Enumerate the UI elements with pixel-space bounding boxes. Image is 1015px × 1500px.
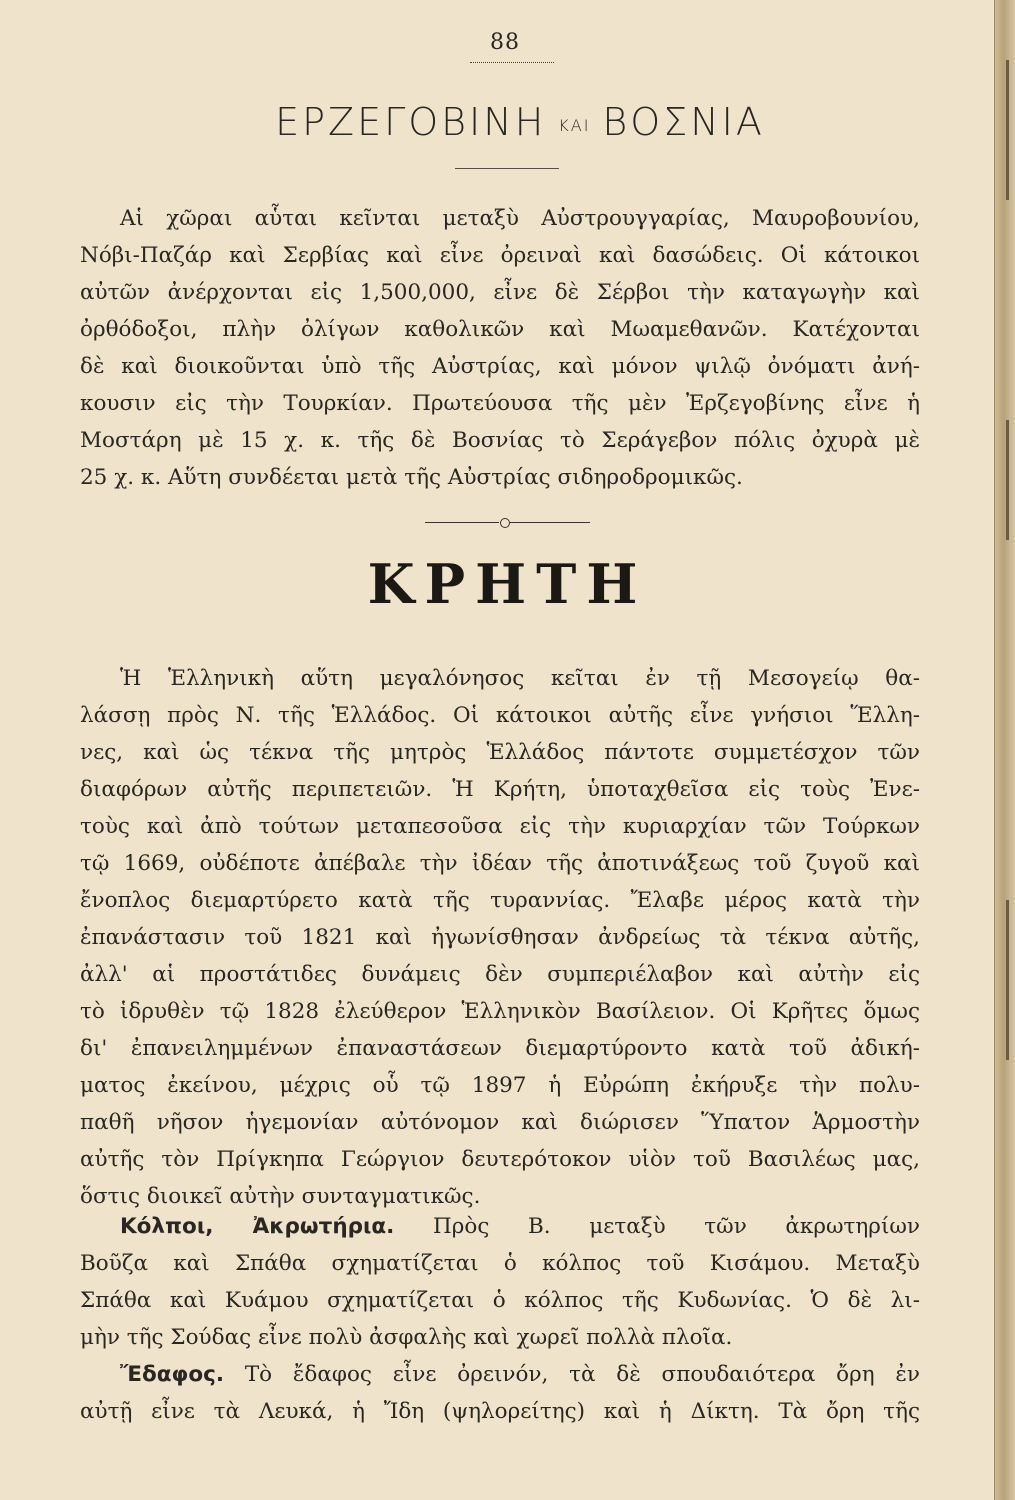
text-line: Ἡ Ἑλληνικὴ αὕτη μεγαλόνησος κεῖται ἐν τῇ Μεσογείῳ θα- xyxy=(120,666,920,691)
text-line: διαφόρων αὐτῆς περιπετειῶν. Ἡ Κρήτη, ὑποταχθεῖσα εἰς τοὺς Ἐνε- xyxy=(80,777,920,802)
page-number-underline xyxy=(470,62,554,63)
ornament-left-bar xyxy=(425,522,499,523)
text-line: δὲ καὶ διοικοῦνται ὑπὸ τῆς Αὐστρίας, καὶ μόνον ψιλῷ ὀνόματι ἀνή- xyxy=(80,354,920,379)
text-line: τῷ 1669, οὐδέποτε ἀπέβαλε τὴν ἰδέαν τῆς ἀποτινάξεως τοῦ ζυγοῦ καὶ xyxy=(80,851,920,876)
paragraph-crete xyxy=(80,660,920,1215)
text-line: τοὺς καὶ ἀπὸ τούτων μεταπεσοῦσα εἰς τὴν κυριαρχίαν τῶν Τούρκων xyxy=(80,814,920,839)
text-line: αὐτῶν ἀνέρχονται εἰς 1,500,000, εἶνε δὲ Σέρβοι τὴν καταγωγὴν καὶ xyxy=(80,280,920,305)
paragraph-herzegovina-bosnia xyxy=(80,200,920,496)
text-line: αὐτῆς τὸν Πρίγκηπα Γεώργιον δευτερότοκον υἱὸν τοῦ Βασιλέως μας, xyxy=(80,1147,920,1172)
text-line: δι' ἐπανειλημμένων ἐπαναστάσεων διεμαρτύροντο κατὰ τοῦ ἀδική- xyxy=(80,1036,920,1061)
text-line: ὅστις διοικεῖ αὐτὴν συνταγματικῶς. xyxy=(80,1184,481,1209)
text-line: κουσιν εἰς τὴν Τουρκίαν. Πρωτεύουσα τῆς μὲν Ἐρζεγοβίνης εἶνε ἡ xyxy=(80,391,920,416)
text-segment: Πρὸς Β. μεταξὺ τῶν ἀκρωτηρίων xyxy=(432,1214,920,1239)
text-segment: Τὸ ἔδαφος εἶνε ὀρεινόν, τὰ δὲ σπουδαιότερα ὄρη ἐν xyxy=(244,1362,920,1387)
title-part-bosnia: ΒΟΣΝΙΑ xyxy=(602,100,765,144)
binding-mark xyxy=(1006,900,1009,1060)
title-part-herzegovina: ΕΡΖΕΓΟΒΙΝΗ xyxy=(275,100,547,144)
text-line: ὀρθόδοξοι, πλὴν ὀλίγων καθολικῶν καὶ Μωαμεθανῶν. Κατέχονται xyxy=(80,317,920,342)
title-part-and: ΚΑΙ xyxy=(558,116,591,135)
text-line: Νόβι-Παζάρ καὶ Σερβίας καὶ εἶνε ὀρειναὶ καὶ δασώδεις. Οἱ κάτοικοι xyxy=(80,243,920,268)
text-line: Αἱ χῶραι αὗται κεῖνται μεταξὺ Αὐστρουγγαρίας, Μαυροβουνίου, xyxy=(120,206,920,231)
ornament-dot xyxy=(500,518,510,528)
binding-mark xyxy=(1006,60,1009,200)
text-line: αὐτῇ εἶνε τὰ Λευκά, ἡ Ἴδη (ψηλορείτης) καὶ ἡ Δίκτη. Τὰ ὄρη τῆς xyxy=(80,1399,920,1424)
ornament-divider xyxy=(425,518,590,528)
page-number: 88 xyxy=(490,30,520,55)
book-binding-edge xyxy=(994,0,1015,1500)
text-line xyxy=(80,1356,920,1393)
text-line: τὸ ἱδρυθὲν τῷ 1828 ἐλεύθερον Ἑλληνικὸν Βασίλειον. Οἱ Κρῆτες ὅμως xyxy=(80,999,920,1024)
section-divider-rule xyxy=(455,168,559,169)
text-line: μὴν τῆς Σούδας εἶνε πολὺ ἀσφαλὴς καὶ χωρεῖ πολλὰ πλοῖα. xyxy=(80,1325,733,1350)
section-title-crete: ΚΡΗΤΗ xyxy=(367,552,648,616)
term-gulfs-capes: Κόλποι, Ἀκρωτήρια. xyxy=(120,1214,395,1239)
text-line: Μοστάρη μὲ 15 χ. κ. τῆς δὲ Βοσνίας τὸ Σεράγεβον πόλις ὀχυρὰ μὲ xyxy=(80,428,920,453)
text-line: Βοῦζα καὶ Σπάθα σχηματίζεται ὁ κόλπος τοῦ Κισάμου. Μεταξὺ xyxy=(80,1251,920,1276)
text-line: Σπάθα καὶ Κυάμου σχηματίζεται ὁ κόλπος τῆς Κυδωνίας. Ὁ δὲ λι- xyxy=(80,1288,920,1313)
term-terrain: Ἔδαφος. xyxy=(120,1362,225,1387)
ornament-right-bar xyxy=(510,522,590,523)
text-line: ἀλλ' αἱ προστάτιδες δυνάμεις δὲν συμπεριέλαβον καὶ αὐτὴν εἰς xyxy=(80,962,920,987)
paragraph-terrain xyxy=(80,1356,920,1430)
text-line: νες, καὶ ὡς τέκνα τῆς μητρὸς Ἑλλάδος πάντοτε συμμετέσχον τῶν xyxy=(80,740,920,765)
section-title-herzegovina-bosnia xyxy=(110,100,930,144)
text-line: παθῆ νῆσον ἡγεμονίαν αὐτόνομον καὶ διώρισεν Ὕπατον Ἁρμοστὴν xyxy=(80,1110,920,1135)
text-line xyxy=(80,1208,920,1245)
text-line: ἐπανάστασιν τοῦ 1821 καὶ ἠγωνίσθησαν ἀνδρείως τὰ τέκνα αὐτῆς, xyxy=(80,925,920,950)
paragraph-gulfs-capes xyxy=(80,1208,920,1356)
text-line: ἔνοπλος διεμαρτύρετο κατὰ τῆς τυραννίας. Ἔλαβε μέρος κατὰ τὴν xyxy=(80,888,920,913)
text-line: ματος ἐκείνου, μέχρις οὗ τῷ 1897 ἡ Εὐρώπη ἐκήρυξε τὴν πολυ- xyxy=(80,1073,920,1098)
text-line: 25 χ. κ. Αὕτη συνδέεται μετὰ τῆς Αὐστρίας σιδηροδρομικῶς. xyxy=(80,465,743,490)
text-line: λάσσῃ πρὸς Ν. τῆς Ἑλλάδος. Οἱ κάτοικοι αὐτῆς εἶνε γνήσιοι Ἕλλη- xyxy=(80,703,920,728)
binding-mark xyxy=(1006,420,1009,540)
